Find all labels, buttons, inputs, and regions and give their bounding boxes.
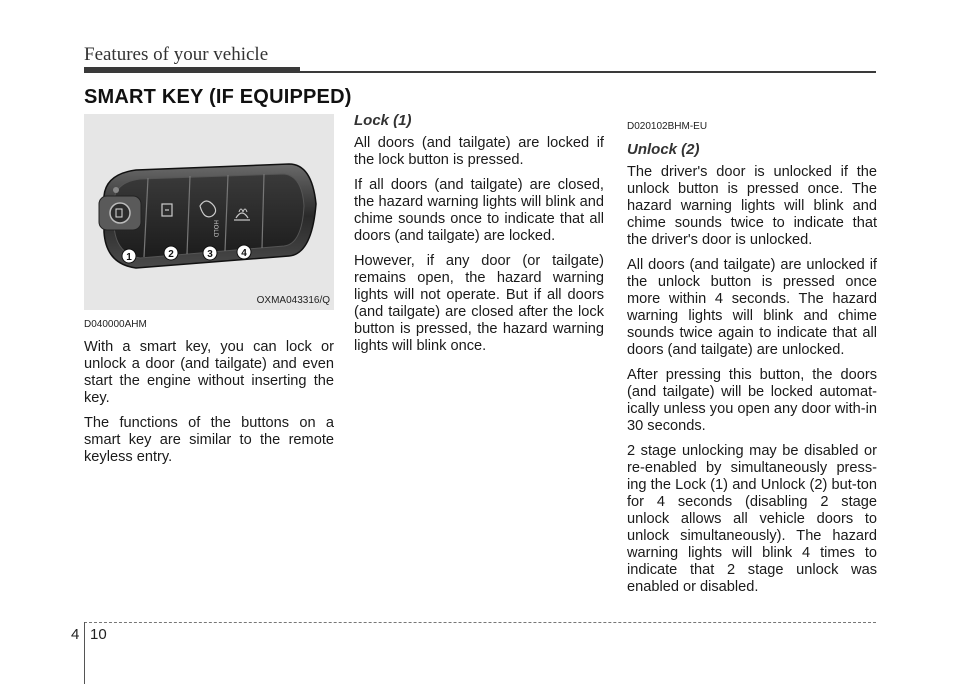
header-rule [300, 71, 876, 73]
intro-column [84, 316, 334, 474]
callout-2 [164, 246, 178, 260]
paragraph: 2 stage unlocking may be disabled or re-enabled by simultaneously press-ing the Lock (1) and Unlock (2) but-ton for 4 seconds (disabling 2 stage unlock allows all vehicle doors to unlock simultaneously). The hazard warning lights will blink 4 times to indicate that 2 stage unlock was enabled or disabled. [627, 443, 877, 595]
chapter-number: 4 [71, 626, 80, 643]
smart-key-illustration [84, 114, 334, 310]
footer-divider [84, 622, 85, 684]
svg-text:4: 4 [241, 248, 247, 259]
paragraph: The functions of the buttons on a smart key are similar to the remote keyless entry. [84, 415, 334, 465]
lock-heading: Lock (1) [354, 112, 412, 129]
paragraph: With a smart key, you can lock or unlock a door (and tailgate) and even start the engine without inserting the key. [84, 339, 334, 406]
callout-4 [237, 245, 251, 259]
unlock-heading: Unlock (2) [627, 141, 700, 158]
section-title: SMART KEY (IF EQUIPPED) [84, 86, 352, 108]
paragraph: The driver's door is unlocked if the unlock button is pressed once. The hazard warning lights will blink and chime sounds twice to indicate that the driver's door is unlocked. [627, 164, 877, 248]
smart-key-figure [84, 114, 334, 310]
svg-text:1: 1 [126, 252, 132, 263]
callout-1 [122, 249, 136, 263]
paragraph: If all doors (and tailgate) are closed, the hazard warning lights will blink and chime sounds once to indicate that all doors (and tailgate) are locked. [354, 177, 604, 244]
callout-3 [203, 246, 217, 260]
section-code: D040000AHM [84, 319, 147, 330]
figure-caption: OXMA043316/Q [256, 295, 330, 306]
header-title: Features of your vehicle [84, 44, 269, 65]
lock-column [354, 112, 604, 363]
header-bar [84, 67, 300, 73]
paragraph: However, if any door (or tailgate) remains open, the hazard warning lights will not operate. But if all doors (and tailgate) are closed after the lock button is pressed, the hazard warning lights will blink once. [354, 253, 604, 354]
footer-rule [84, 622, 876, 623]
svg-text:HOLD: HOLD [212, 220, 219, 238]
svg-text:2: 2 [168, 249, 174, 260]
paragraph: All doors (and tailgate) are locked if the lock button is pressed. [354, 135, 604, 168]
paragraph: All doors (and tailgate) are unlocked if the unlock button is pressed once more within 4 seconds. The hazard warning lights will blink and chime sounds twice again to indicate that all doors (and tailgate) are unlocked. [627, 257, 877, 358]
unlock-column [627, 118, 877, 604]
section-code: D020102BHM-EU [627, 121, 708, 132]
page-number: 10 [90, 626, 107, 643]
paragraph: After pressing this button, the doors (and tailgate) will be locked automat-ically unless you open any door with-in 30 seconds. [627, 367, 877, 434]
svg-text:3: 3 [207, 249, 213, 260]
